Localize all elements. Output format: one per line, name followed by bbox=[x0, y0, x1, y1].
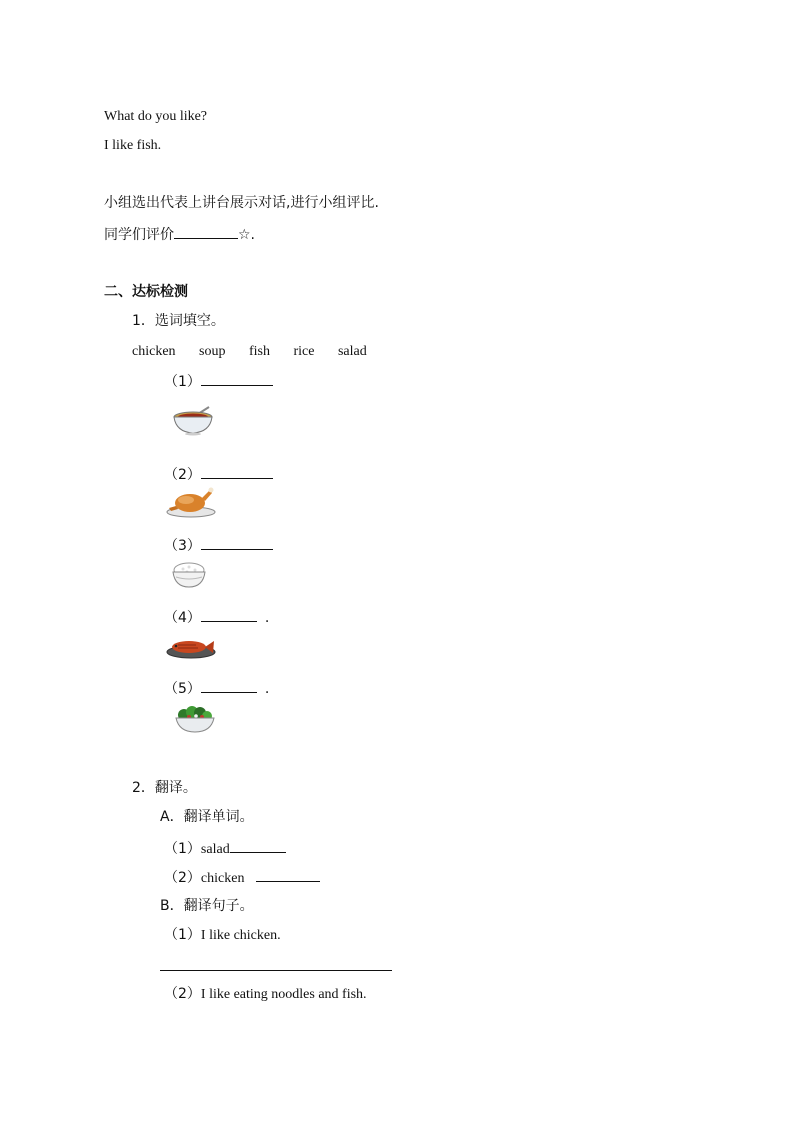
q2-partB-item-1: （1）I like chicken. bbox=[164, 927, 281, 943]
translate-sentence-blank-1[interactable] bbox=[160, 970, 392, 971]
q2-partA-item-1: （1）salad bbox=[164, 838, 286, 859]
group-instruction: 小组选出代表上讲台展示对话,进行小组评比. bbox=[104, 195, 379, 211]
evaluation-prefix: 同学们评价 bbox=[104, 227, 174, 243]
q1-blank-5[interactable] bbox=[201, 678, 257, 693]
q1-item-2: （2） bbox=[164, 464, 273, 484]
q1-blank-1[interactable] bbox=[201, 371, 273, 386]
q1-item-5: （5） . bbox=[164, 678, 269, 698]
q1-item-3: （3） bbox=[164, 535, 273, 555]
section-title: 二、达标检测 bbox=[104, 284, 188, 300]
word-bank bbox=[132, 343, 387, 361]
word-fish: fish bbox=[248, 344, 270, 359]
q1-blank-2[interactable] bbox=[201, 464, 273, 479]
q2-partB-item-2: （2）I like eating noodles and fish. bbox=[164, 986, 367, 1002]
rice-bowl-icon bbox=[170, 560, 208, 595]
q2-partA-title: A．翻译单词。 bbox=[160, 809, 254, 825]
word-chicken: chicken bbox=[132, 344, 176, 359]
word-salad: salad bbox=[337, 344, 367, 359]
word-soup: soup bbox=[199, 344, 226, 359]
dialogue-question: What do you like? bbox=[104, 109, 208, 124]
q2-partB-title: B．翻译句子。 bbox=[160, 898, 254, 914]
q1-blank-3[interactable] bbox=[201, 535, 273, 550]
dialogue-answer: I like fish. bbox=[104, 138, 162, 153]
q1-item-1: （1） bbox=[164, 371, 273, 391]
salad-bowl-icon bbox=[172, 704, 218, 739]
roast-chicken-icon bbox=[166, 486, 216, 523]
translate-word-blank-2[interactable] bbox=[256, 867, 320, 882]
q1-item-4: （4） . bbox=[164, 607, 269, 627]
evaluation-line bbox=[104, 224, 255, 244]
soup-bowl-icon bbox=[172, 404, 214, 441]
evaluation-suffix: ☆. bbox=[238, 227, 256, 243]
evaluation-blank[interactable] bbox=[174, 224, 238, 239]
q1-blank-4[interactable] bbox=[201, 607, 257, 622]
q1-title: 1．选词填空。 bbox=[132, 313, 225, 329]
word-rice: rice bbox=[293, 344, 315, 359]
q2-partA-item-2: （2）chicken bbox=[164, 867, 320, 888]
fish-plate-icon bbox=[166, 634, 216, 665]
translate-word-blank-1[interactable] bbox=[230, 838, 286, 853]
q2-title: 2．翻译。 bbox=[132, 780, 197, 796]
